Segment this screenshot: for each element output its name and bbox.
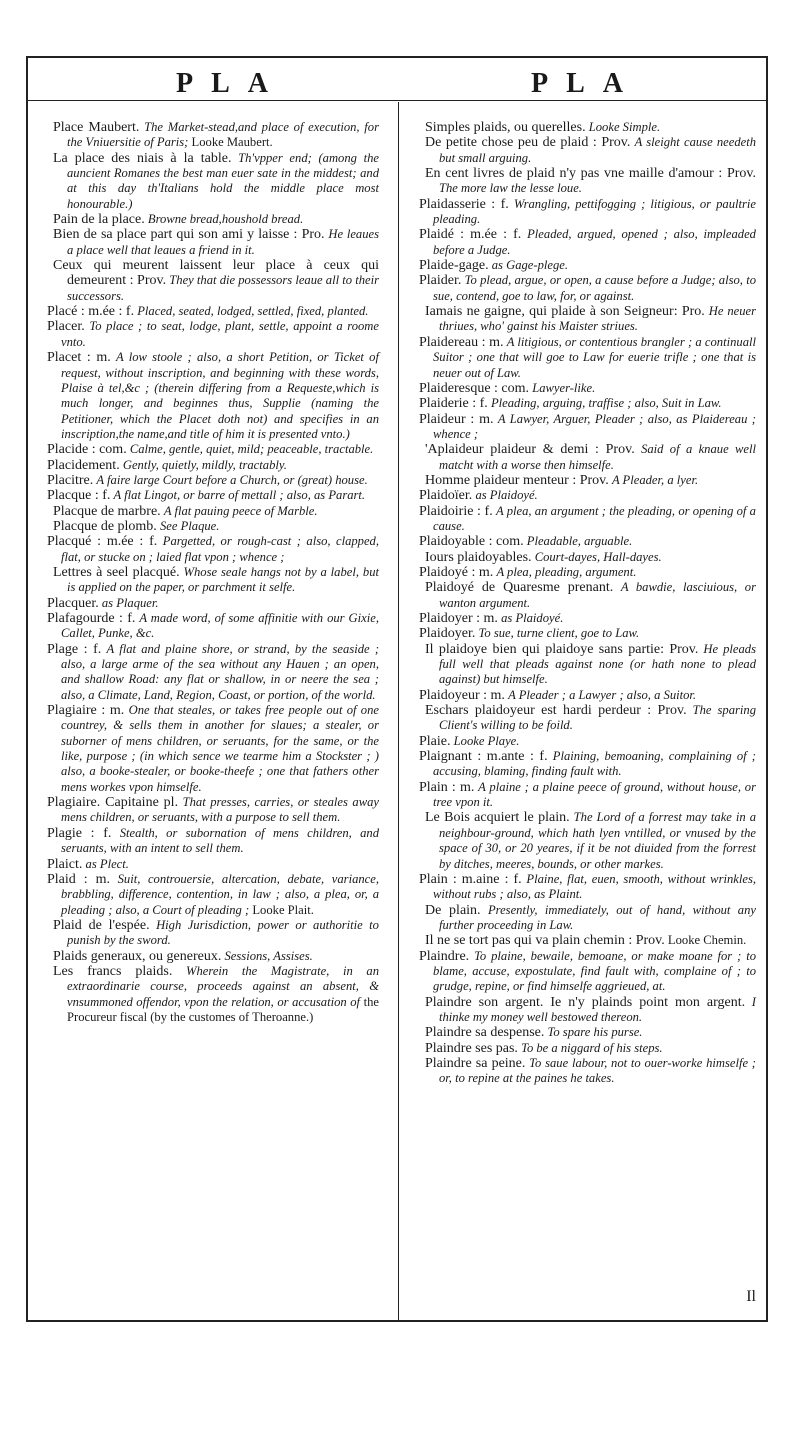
- running-head-right: PLA: [531, 68, 641, 99]
- headword: Bien de sa place part qui son ami y laisse : Pro.: [53, 227, 325, 243]
- definition: He leaues a place well that leaues a friend in it.: [67, 227, 379, 257]
- dictionary-entry: [47, 857, 379, 872]
- headword: Plaidasserie : f.: [419, 196, 509, 212]
- headword: Plaidé : m.ée : f.: [419, 227, 522, 243]
- headword: Iamais ne gaigne, qui plaide à son Seigneur: Pro.: [425, 304, 705, 320]
- definition: To place ; to seat, lodge, plant, settle, appoint a roome vnto.: [61, 319, 379, 349]
- dictionary-entry: [53, 120, 379, 151]
- definition: A flat Lingot, or barre of mettall ; also, as Parart.: [113, 488, 366, 503]
- definition: A flat and plaine shore, or strand, by the seaside ; also, a large arme of the sea without any Hauen ; an open, and shallow Road: any flat or shallow, in or neere the sea ; also, a Climate, Land, Region, Coast, or portion, of the world.: [61, 641, 380, 702]
- definition: as Plaidoyé.: [501, 611, 564, 625]
- dictionary-entry: [419, 273, 756, 304]
- dictionary-entry: [425, 473, 756, 488]
- definition: High Jurisdiction, power or authoritie to punish by the sword.: [67, 917, 379, 948]
- definition: To saue labour, not to ouer-worke himselfe ; or, to repine at the paines he takes.: [439, 1055, 756, 1086]
- definition: Plaine, flat, euen, smooth, without wrinkles, without rubs ; also, as Plaint.: [433, 871, 756, 902]
- headword: Plaide-gage.: [419, 258, 489, 274]
- definition: Plaining, bemoaning, complaining of ; accusing, blaming, finding fault with.: [433, 749, 757, 779]
- dictionary-entry: [47, 596, 379, 611]
- definition: Whose seale hangs not by a label, but is applied on the paper, or parchment it selfe.: [67, 564, 379, 595]
- dictionary-entry: [53, 504, 379, 519]
- dictionary-entry: [425, 1056, 756, 1087]
- headword: Plaidoyé de Quaresme prenant.: [425, 580, 614, 596]
- dictionary-entry: [53, 227, 379, 258]
- dictionary-entry: [47, 319, 379, 350]
- headword: Plagiaire : m.: [47, 703, 125, 719]
- definition: He neuer thriues, who' gainst his Maister striues.: [439, 304, 757, 334]
- dictionary-entry: [47, 442, 379, 457]
- dictionary-entry: [419, 780, 756, 811]
- definition: That presses, carries, or steales away mens children, or seruants, with a purpose to sell them.: [61, 795, 379, 825]
- headword: Homme plaideur menteur : Prov.: [425, 472, 609, 488]
- definition: A Pleader ; a Lawyer ; also, a Suitor.: [508, 687, 697, 702]
- headword: Placitre.: [47, 472, 94, 488]
- headword: Plaindre.: [419, 948, 470, 964]
- headword: Ceux qui meurent laissent leur place à ceux qui demeurent : Prov.: [53, 258, 379, 289]
- definition: A bawdie, lasciuious, or wanton argument.: [439, 580, 756, 610]
- headword: Plaidereau : m.: [419, 334, 504, 350]
- dictionary-entry: [53, 519, 379, 534]
- headword: Plain : m.aine : f.: [419, 871, 522, 887]
- dictionary-entry: [419, 611, 756, 626]
- dictionary-entry: [47, 458, 379, 473]
- definition: I thinke my money well bestowed thereon.: [439, 994, 756, 1024]
- dictionary-entry: [419, 488, 756, 503]
- dictionary-entry: [419, 335, 756, 381]
- dictionary-entry: [419, 749, 756, 780]
- headword: 'Aplaideur plaideur & demi : Prov.: [425, 442, 635, 458]
- headword: Plaindre ses pas.: [425, 1040, 518, 1056]
- headword: Plagiaire. Capitaine pl.: [47, 795, 179, 811]
- dictionary-entry: [425, 1041, 756, 1056]
- dictionary-entry: [53, 964, 379, 1025]
- headword: Plaidoirie : f.: [419, 503, 493, 519]
- definition: Calme, gentle, quiet, mild; peaceable, tractable.: [129, 442, 374, 457]
- headword: Plaid : m.: [47, 871, 110, 887]
- dictionary-entry: [425, 580, 756, 611]
- dictionary-entry: [425, 304, 756, 335]
- definition: A faire large Court before a Church, or (great) house.: [96, 472, 368, 487]
- definition: Wrangling, pettifogging ; litigious, or paultrie pleading.: [433, 196, 757, 227]
- headword: Placet : m.: [47, 350, 111, 366]
- definition: as Plaidoyé.: [475, 488, 538, 503]
- definition: Wherein the Magistrate, in an extraordinarie course, proceeds against an absent, & vnsummoned offendor, vpon the relation, or accusation of: [67, 963, 379, 1009]
- definition: A sleight cause needeth but small arguing.: [439, 135, 757, 165]
- headword: Plaideresque : com.: [419, 380, 530, 396]
- definition: A plaine ; a plaine peece of ground, without house, or tree vpon it.: [433, 779, 756, 810]
- definition: Pleadable, arguable.: [526, 534, 633, 549]
- dictionary-entry: [419, 734, 756, 749]
- headword: Il ne se tort pas qui va plain chemin : Prov.: [425, 933, 665, 949]
- definition: To be a niggard of his steps.: [521, 1040, 663, 1055]
- left-column: [33, 120, 379, 1025]
- dictionary-entry: [53, 151, 379, 212]
- dictionary-entry: [47, 826, 379, 857]
- dictionary-entry: [47, 488, 379, 503]
- definition: as Plect.: [85, 856, 129, 871]
- dictionary-entry: [419, 688, 756, 703]
- headword: De petite chose peu de plaid : Prov.: [425, 135, 631, 151]
- headword: Plaider.: [419, 273, 462, 289]
- definition: To sue, turne client, goe to Law.: [478, 626, 640, 641]
- dictionary-entry: [425, 995, 756, 1026]
- headword: Place Maubert.: [53, 120, 140, 135]
- headword: Plaidoyable : com.: [419, 534, 524, 550]
- headword: Placque de plomb.: [53, 518, 157, 534]
- dictionary-entry: [419, 949, 756, 995]
- headword: Plaie.: [419, 733, 451, 749]
- dictionary-entry: [425, 550, 756, 565]
- headword: Plaideur : m.: [419, 411, 494, 427]
- headword: Plagie : f.: [47, 825, 112, 841]
- headword: Plaignant : m.ante : f.: [419, 749, 548, 765]
- definition: Stealth, or subornation of mens children, and seruants, with an intent to sell them.: [61, 825, 380, 856]
- definition: The Lord of a forrest may take in a neighbour-ground, which hath lyen vntilled, or vnused by the space of 30, or 20 yeares, if it be not diuided from the forrest by ditches, meeres, bounds, or other markes.: [439, 810, 757, 871]
- headword: Plaidoyer : m.: [419, 611, 498, 626]
- dictionary-entry: [53, 949, 379, 964]
- dictionary-entry: [419, 872, 756, 903]
- dictionary-entry: [419, 258, 756, 273]
- dictionary-entry: [419, 534, 756, 549]
- definition: To spare his purse.: [547, 1025, 643, 1040]
- definition: The more law the lesse loue.: [439, 181, 582, 196]
- headword: Eschars plaidoyeur est hardi perdeur : Prov.: [425, 703, 687, 719]
- definition: Sessions, Assises.: [224, 948, 313, 963]
- headword: Plaindre sa peine.: [425, 1055, 526, 1071]
- headword: Les francs plaids.: [53, 963, 173, 979]
- signature-mark: Il: [746, 1288, 756, 1305]
- definition: To plaine, bewaile, bemoane, or make moane for ; to blame, accuse, expostulate, find fault with, complaine of ; to grudge, repine, or find himselfe aggrieued, at.: [433, 948, 756, 994]
- headword: La place des niais à la table.: [53, 150, 232, 166]
- dictionary-entry: [53, 565, 379, 596]
- headword: Plaids generaux, ou genereux.: [53, 948, 222, 964]
- definition: Presently, immediately, out of hand, without any further proceeding in Law.: [439, 902, 756, 932]
- definition: Said of a knaue well matcht with a worse then himselfe.: [439, 442, 757, 472]
- definition: A litigious, or contentious brangler ; a continuall Suitor ; one that will goe to Law for euerie trifle ; one that is neuer out of Law.: [433, 334, 756, 380]
- headword: Plaid de l'espée.: [53, 917, 150, 933]
- dictionary-entry: [47, 534, 379, 565]
- headword: Plaidoïer.: [419, 488, 473, 504]
- dictionary-entry: [47, 872, 379, 918]
- headword: Pain de la place.: [53, 212, 145, 228]
- dictionary-entry: [425, 166, 756, 197]
- dictionary-entry: [47, 304, 379, 319]
- dictionary-entry: [419, 565, 756, 580]
- dictionary-entry: [53, 918, 379, 949]
- headword: Plaindre sa despense.: [425, 1025, 545, 1041]
- dictionary-entry: [47, 350, 379, 442]
- headword: Plaidoyé : m.: [419, 564, 494, 580]
- header-rule: [28, 100, 766, 101]
- definition: Pleaded, argued, opened ; also, impleaded before a Judge.: [433, 227, 756, 257]
- definition: Gently, quietly, mildly, tractably.: [122, 457, 287, 472]
- dictionary-entry: [425, 903, 756, 934]
- headword: Placque : f.: [47, 488, 111, 504]
- definition: Pargetted, or rough-cast ; also, clapped, flat, or stucke on ; laied flat vpon ; whence ;: [61, 534, 379, 564]
- dictionary-entry: [419, 412, 756, 443]
- headword: Simples plaids, ou querelles.: [425, 120, 586, 135]
- headword: Plaidoyer.: [419, 626, 476, 642]
- definition: Looke Simple.: [588, 120, 661, 134]
- headword: Il plaidoye bien qui plaidoye sans partie: Prov.: [425, 641, 699, 657]
- headword: Plaiderie : f.: [419, 396, 488, 412]
- dictionary-entry: [419, 626, 756, 641]
- definition: A flat pauing peece of Marble.: [163, 503, 318, 518]
- dictionary-entry: [419, 504, 756, 535]
- headword: Iours plaidoyables.: [425, 549, 532, 565]
- definition: Court-dayes, Hall-dayes.: [534, 549, 662, 564]
- headword: Plaict.: [47, 856, 83, 872]
- dictionary-entry: [47, 642, 379, 703]
- definition: Looke Playe.: [453, 733, 520, 748]
- definition: The sparing Client's willing to be foild.: [439, 703, 757, 733]
- cross-reference: Looke Chemin.: [667, 933, 747, 948]
- dictionary-entry: [425, 703, 756, 734]
- definition: A Pleader, a lyer.: [611, 472, 699, 487]
- definition: Browne bread,houshold bread.: [147, 212, 304, 227]
- definition: as Plaquer.: [101, 595, 159, 610]
- dictionary-entry: [425, 642, 756, 688]
- definition: A made word, of some affinitie with our Gixie, Callet, Punke, &c.: [61, 611, 379, 641]
- headword: Plage : f.: [47, 641, 102, 657]
- headword: Placqué : m.ée : f.: [47, 534, 158, 550]
- page-frame: [26, 56, 768, 1322]
- headword: Plain : m.: [419, 779, 475, 795]
- headword: Placé : m.ée : f.: [47, 304, 135, 320]
- dictionary-entry: [47, 703, 379, 795]
- headword: Placer.: [47, 319, 85, 335]
- running-head-left: PLA: [176, 68, 286, 99]
- definition: To plead, argue, or open, a cause before a Judge; also, to sue, contend, goe to law, for, or against.: [433, 273, 756, 303]
- dictionary-entry: [425, 1025, 756, 1040]
- headword: En cent livres de plaid n'y pas vne maille d'amour : Prov.: [425, 166, 756, 182]
- definition: See Plaque.: [159, 518, 220, 533]
- definition: Suit, controuersie, altercation, debate, variance, brabbling, difference, contention, in law ; also, a plea, or, a pleading ; also, a Court of pleading ;: [61, 871, 379, 917]
- definition: They that die possessors leaue all to their successors.: [67, 273, 380, 303]
- cross-reference: Looke Maubert.: [191, 135, 273, 150]
- dictionary-entry: [425, 933, 756, 948]
- column-divider: [398, 102, 399, 1320]
- dictionary-entry: [419, 396, 756, 411]
- dictionary-entry: [419, 197, 756, 228]
- dictionary-entry: [425, 120, 756, 135]
- definition: A plea, pleading, argument.: [496, 564, 637, 579]
- dictionary-entry: [425, 442, 756, 473]
- headword: Plaindre son argent. Ie n'y plainds point mon argent.: [425, 994, 746, 1010]
- headword: Placque de marbre.: [53, 503, 161, 519]
- headword: Placide : com.: [47, 442, 127, 458]
- headword: Plafagourde : f.: [47, 611, 136, 626]
- dictionary-entry: [425, 135, 756, 166]
- definition: A Lawyer, Arguer, Pleader ; also, as Plaidereau ; whence ;: [433, 411, 756, 441]
- dictionary-entry: [53, 258, 379, 304]
- dictionary-entry: [425, 810, 756, 871]
- definition: as Gage-plege.: [491, 258, 568, 273]
- dictionary-entry: [47, 795, 379, 826]
- headword: Placquer.: [47, 595, 99, 611]
- headword: De plain.: [425, 902, 481, 918]
- dictionary-entry: [419, 381, 756, 396]
- cross-reference: the Procureur fiscal (by the customes of Theroanne.): [67, 994, 379, 1024]
- definition: The Market-stead,and place of execution, for the Vniuersitie of Paris;: [67, 120, 380, 150]
- right-column: [405, 120, 756, 1087]
- definition: Pleading, arguing, traffise ; also, Suit in Law.: [490, 396, 722, 411]
- definition: Lawyer-like.: [532, 380, 596, 395]
- dictionary-entry: [47, 473, 379, 488]
- definition: A low stoole ; also, a short Petition, or Ticket of request, without inscription, and beginning with these words, Plaise à tel,&c ; (therein differing from a Requeste,which is much longer, and beginnes thus, Supplie (naming the Petitioner, which the Placet doth not) and specifies in an inscription,the name,and title of him it is presented vnto.): [61, 350, 379, 441]
- definition: Placed, seated, lodged, settled, fixed, planted.: [137, 304, 369, 319]
- dictionary-entry: [47, 611, 379, 642]
- headword: Placidement.: [47, 457, 120, 473]
- cross-reference: Looke Plait.: [252, 902, 314, 917]
- definition: Th'vpper end; (among the auncient Romanes the best man euer sate in the middest; and at this day th'Italians hold the middle place most honourable.): [67, 150, 379, 211]
- headword: Plaidoyeur : m.: [419, 687, 505, 703]
- definition: One that steales, or takes free people out of one countrey, & sells them in another for slaues; a stealer, or suborner of mens children, or seruants, for the same, or the like, purpose ; (in which sence we tearme him a Stockster ; ) also, a booke-stealer, or booke-theefe ; one that fathers other mens workes vpon himselfe.: [61, 703, 379, 794]
- dictionary-entry: [419, 227, 756, 258]
- dictionary-entry: [53, 212, 379, 227]
- headword: Lettres à seel placqué.: [53, 564, 180, 580]
- headword: Le Bois acquiert le plain.: [425, 810, 570, 826]
- definition: He pleads full well that pleads against none (or hath none to plead against) but himselfe.: [439, 641, 756, 687]
- definition: A plea, an argument ; the pleading, or opening of a cause.: [433, 503, 756, 533]
